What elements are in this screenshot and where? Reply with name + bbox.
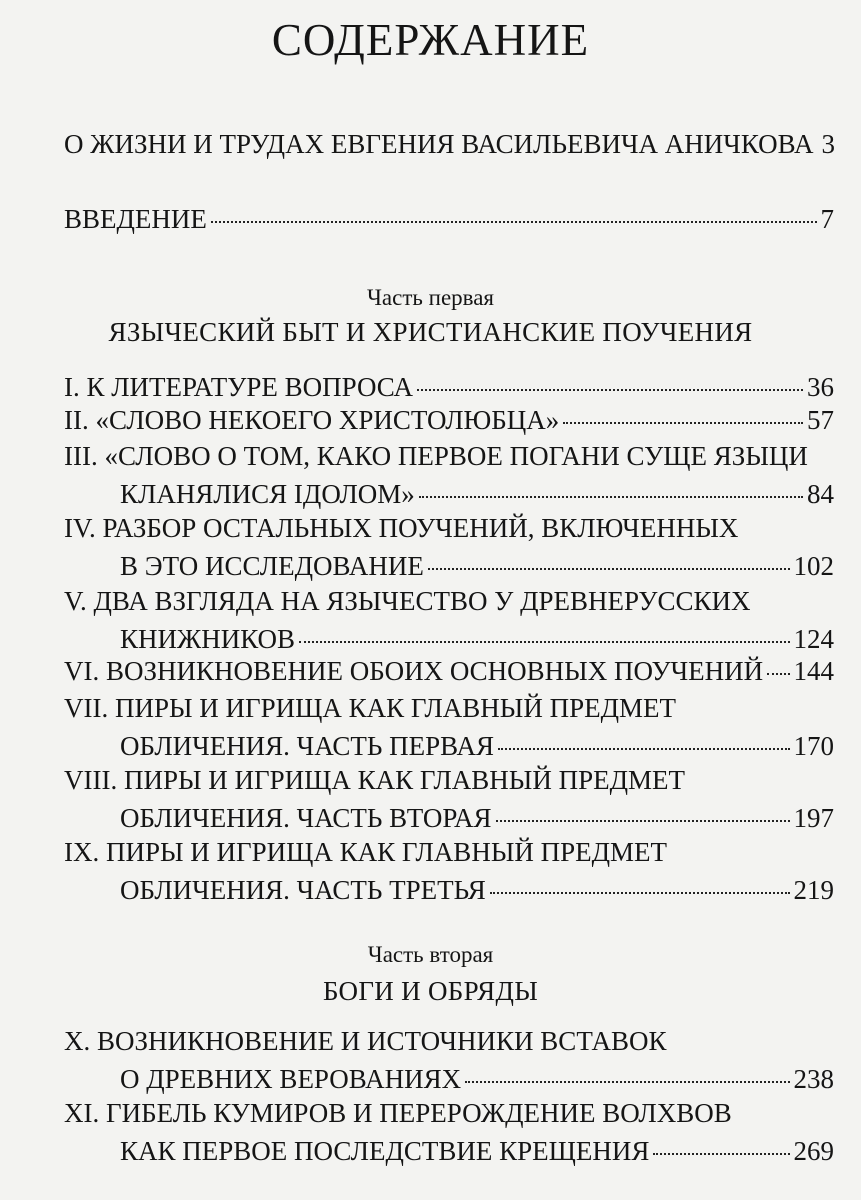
dot-leader [653, 1153, 789, 1155]
dot-leader [465, 1081, 789, 1083]
dot-leader [767, 673, 789, 675]
toc-entry-continuation [120, 730, 834, 762]
toc-entry-text: ОБЛИЧЕНИЯ. ЧАСТЬ ВТОРАЯ [120, 803, 492, 833]
dot-leader [211, 221, 817, 223]
toc-entry-continuation [120, 1063, 834, 1095]
toc-entry-text: IV. РАЗБОР ОСТАЛЬНЫХ ПОУЧЕНИЙ, ВКЛЮЧЕННЫХ [64, 513, 739, 543]
toc-entry-text: В ЭТО ИССЛЕДОВАНИЕ [120, 551, 424, 581]
toc-entry-page: 124 [793, 624, 834, 654]
toc-entry-text: VIII. ПИРЫ И ИГРИЩА КАК ГЛАВНЫЙ ПРЕДМЕТ [64, 765, 686, 795]
toc-entry-page: 3 [821, 129, 835, 159]
toc-entry-continuation [120, 478, 834, 510]
toc-entry-page: 102 [793, 551, 834, 581]
toc-entry-biography[interactable] [64, 128, 834, 160]
toc-entry-continuation [120, 550, 834, 582]
dot-leader [490, 892, 790, 894]
toc-entry-continuation [120, 874, 834, 906]
toc-entry-text: X. ВОЗНИКНОВЕНИЕ И ИСТОЧНИКИ ВСТАВОК [64, 1026, 667, 1056]
page-title: СОДЕРЖАНИЕ [271, 15, 590, 65]
toc-entry-text: III. «СЛОВО О ТОМ, КАКО ПЕРВОЕ ПОГАНИ СУЩЕ ЯЗЫЦИ [64, 441, 808, 471]
dot-leader [563, 422, 803, 424]
toc-entry-text: I. К ЛИТЕРАТУРЕ ВОПРОСА [64, 372, 413, 402]
toc-entry-text: ОБЛИЧЕНИЯ. ЧАСТЬ ПЕРВАЯ [120, 731, 494, 761]
toc-entry-text: КНИЖНИКОВ [120, 624, 296, 654]
toc-entry-text: О ДРЕВНИХ ВЕРОВАНИЯХ [120, 1064, 462, 1094]
toc-entry-introduction[interactable] [64, 203, 834, 235]
toc-entry-text: ОБЛИЧЕНИЯ. ЧАСТЬ ТРЕТЬЯ [120, 875, 486, 905]
dot-leader [496, 820, 790, 822]
toc-entry-page: 170 [793, 731, 834, 761]
toc-entry-text: ВВЕДЕНИЕ [64, 204, 207, 234]
toc-chapter-2[interactable] [64, 404, 834, 436]
toc-entry-text: V. ДВА ВЗГЛЯДА НА ЯЗЫЧЕСТВО У ДРЕВНЕРУССКИХ [64, 586, 751, 616]
toc-chapter-6[interactable] [64, 655, 834, 687]
dot-leader [419, 496, 803, 498]
toc-entry-text: О ЖИЗНИ И ТРУДАХ ЕВГЕНИЯ ВАСИЛЬЕВИЧА АНИЧКОВА [64, 129, 814, 159]
part2-label: Часть вторая [367, 942, 494, 967]
dot-leader [428, 568, 790, 570]
toc-entry-continuation [120, 802, 834, 834]
toc-chapter-1[interactable] [64, 371, 834, 403]
toc-entry-text: XI. ГИБЕЛЬ КУМИРОВ И ПЕРЕРОЖДЕНИЕ ВОЛХВОВ [64, 1098, 732, 1128]
toc-entry-page: 36 [807, 372, 834, 402]
toc-entry-page: 84 [807, 479, 834, 509]
toc-entry-page: 144 [793, 656, 834, 686]
toc-entry-page: 57 [807, 405, 834, 435]
toc-entry-text: VI. ВОЗНИКНОВЕНИЕ ОБОИХ ОСНОВНЫХ ПОУЧЕНИЙ [64, 656, 764, 686]
toc-entry-page: 219 [793, 875, 834, 905]
part2-title: БОГИ И ОБРЯДЫ [322, 976, 539, 1006]
toc-entry-text: IX. ПИРЫ И ИГРИЩА КАК ГЛАВНЫЙ ПРЕДМЕТ [64, 837, 668, 867]
part1-label: Часть первая [366, 285, 495, 310]
dot-leader [299, 641, 789, 643]
toc-entry-page: 197 [793, 803, 834, 833]
dot-leader [417, 389, 803, 391]
dot-leader [498, 748, 790, 750]
toc-entry-page: 269 [793, 1136, 834, 1166]
toc-entry-text: КАК ПЕРВОЕ ПОСЛЕДСТВИЕ КРЕЩЕНИЯ [120, 1136, 650, 1166]
toc-entry-continuation [120, 1135, 834, 1167]
toc-entry-page: 238 [793, 1064, 834, 1094]
toc-entry-text: VII. ПИРЫ И ИГРИЩА КАК ГЛАВНЫЙ ПРЕДМЕТ [64, 693, 677, 723]
toc-entry-text: II. «СЛОВО НЕКОЕГО ХРИСТОЛЮБЦА» [64, 405, 560, 435]
toc-entry-page: 7 [820, 204, 834, 234]
toc-entry-continuation [120, 623, 834, 655]
toc-entry-text: КЛАНЯЛИСЯ IДОЛОМ» [120, 479, 415, 509]
part1-title: ЯЗЫЧЕСКИЙ БЫТ И ХРИСТИАНСКИЕ ПОУЧЕНИЯ [108, 317, 753, 347]
